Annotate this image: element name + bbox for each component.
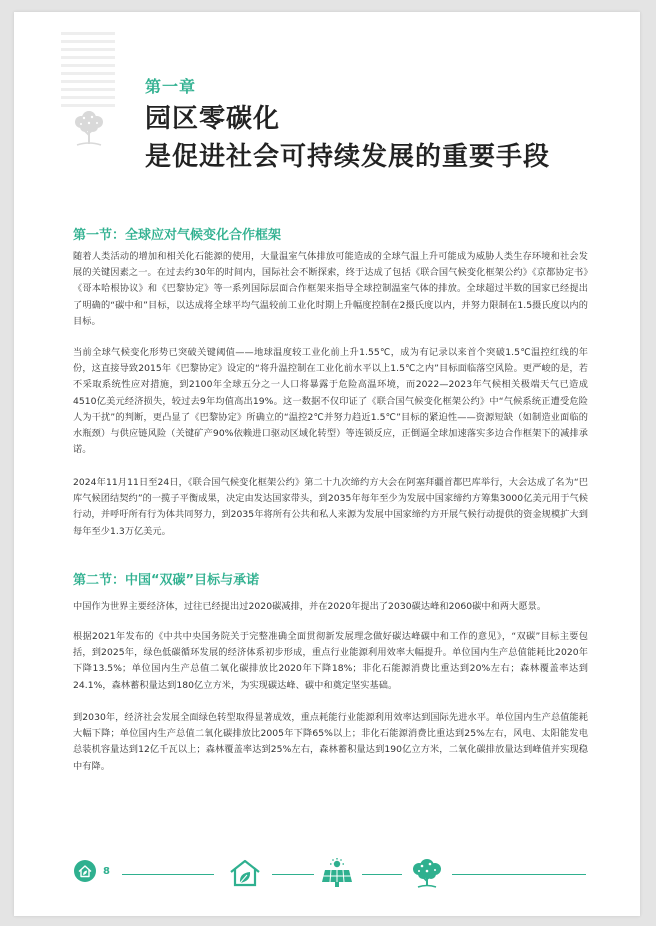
paragraph: 2024年11月11日至24日，《联合国气候变化框架公约》第二十九次缔约方大会在阿塞拜疆首都巴库举行，大会达成了名为“巴库气候团结契约”的一揽子平衡成果，决定由发达国家带头，到2035年每年至少为发展中国家缔约方筹集3000亿美元用于气候行动，并呼吁所有行为体共同努力，到2035年将所有公共和私人来源为发展中国家缔约方开展气候行动提供的资金规模扩大到每年至少1.3万亿美元。 [73, 477, 588, 537]
tree-icon [62, 108, 116, 150]
header-decoration-stripes [61, 32, 115, 112]
paragraph: 中国作为世界主要经济体，过往已经提出过2020碳减排，并在2020年提出了2030碳达峰和2060碳中和两大愿景。 [73, 601, 547, 612]
chapter-title-line-2: 是促进社会可持续发展的重要手段 [145, 142, 551, 172]
footer-divider [272, 874, 314, 875]
footer-divider [122, 874, 214, 875]
paragraph: 当前全球气候变化形势已突破关键阈值——地球温度较工业化前上升1.55℃，成为有记录以来首个突破1.5℃温控红线的年份，这直接导致2015年《巴黎协定》设定的“将升温控制在工业化前水平以上1.5℃之内”目标面临落空风险。更严峻的是，若不采取系统性应对措施，到2100年全球五分之一人口将暴露于危险高温环境，而2022—2023年气候相关极端天气已造成4510亿美元经济损失，较过去9年均值高出19%。这一数据不仅印证了《联合国气候变化框架公约》中“气候系统正遭受危险人为干扰”的判断，更凸显了《巴黎协定》所确立的“温控2℃并努力趋近1.5℃”目标的紧迫性——资源短缺（如制造业面临的水瓶颈）与供应链风险（关键矿产90%依赖进口驱动区域化转型）等连锁反应，正倒逼全球加速落实多边合作框架下的减排承诺。 [73, 347, 588, 456]
section-title: 第二节：中国“双碳”目标与承诺 [73, 573, 260, 588]
footer-divider [362, 874, 402, 875]
home-leaf-icon [73, 859, 97, 887]
chapter-title-line-1: 园区零碳化 [145, 104, 281, 134]
paragraph: 随着人类活动的增加和相关化石能源的使用，大量温室气体排放可能造成的全球气温上升可能成为威胁人类生存环境和社会发展的关键因素之一。在过去约30年的时间内，国际社会不断探索，终于达成了包括《联合国气候变化框架公约》《京都协定书》《哥本哈根协议》和《巴黎协定》等一系列国际层面合作框架来指导全球控制温室气体的排放。全球超过半数的国家已经提出了明确的“碳中和”目标，以达成将全球平均气温较前工业化时期上升幅度控制在2摄氏度以内，并努力限制在1.5摄氏度以内的目标。 [73, 251, 588, 327]
tree-icon [410, 857, 444, 893]
chapter-label: 第一章 [145, 77, 197, 96]
solar-panel-icon [320, 858, 354, 892]
section-title: 第一节：全球应对气候变化合作框架 [73, 228, 282, 243]
paragraph: 到2030年，经济社会发展全面绿色转型取得显著成效，重点耗能行业能源利用效率达到国际先进水平。单位国内生产总值能耗大幅下降；单位国内生产总值二氧化碳排放比2005年下降65%以上；非化石能源消费比重达到25%左右，风电、太阳能发电总装机容量达到12亿千瓦以上；森林覆盖率达到25%左右，森林蓄积量达到190亿立方米，二氧化碳排放量达到峰值并实现稳中有降。 [73, 712, 588, 772]
paragraph: 根据2021年发布的《中共中央国务院关于完整准确全面贯彻新发展理念做好碳达峰碳中和工作的意见》，“双碳”目标主要包括，到2025年，绿色低碳循环发展的经济体系初步形成，重点行业能源利用效率大幅提升。单位国内生产总值能耗比2020年下降13.5%；单位国内生产总值二氧化碳排放比2020年下降18%；非化石能源消费比重达到20%左右；森林覆盖率达到24.1%，森林蓄积量达到180亿立方米，为实现碳达峰、碳中和奠定坚实基础。 [73, 631, 588, 691]
chapter-title [145, 100, 550, 176]
footer-divider [452, 874, 586, 875]
page-number: 8 [103, 866, 110, 877]
eco-house-icon [228, 858, 262, 892]
